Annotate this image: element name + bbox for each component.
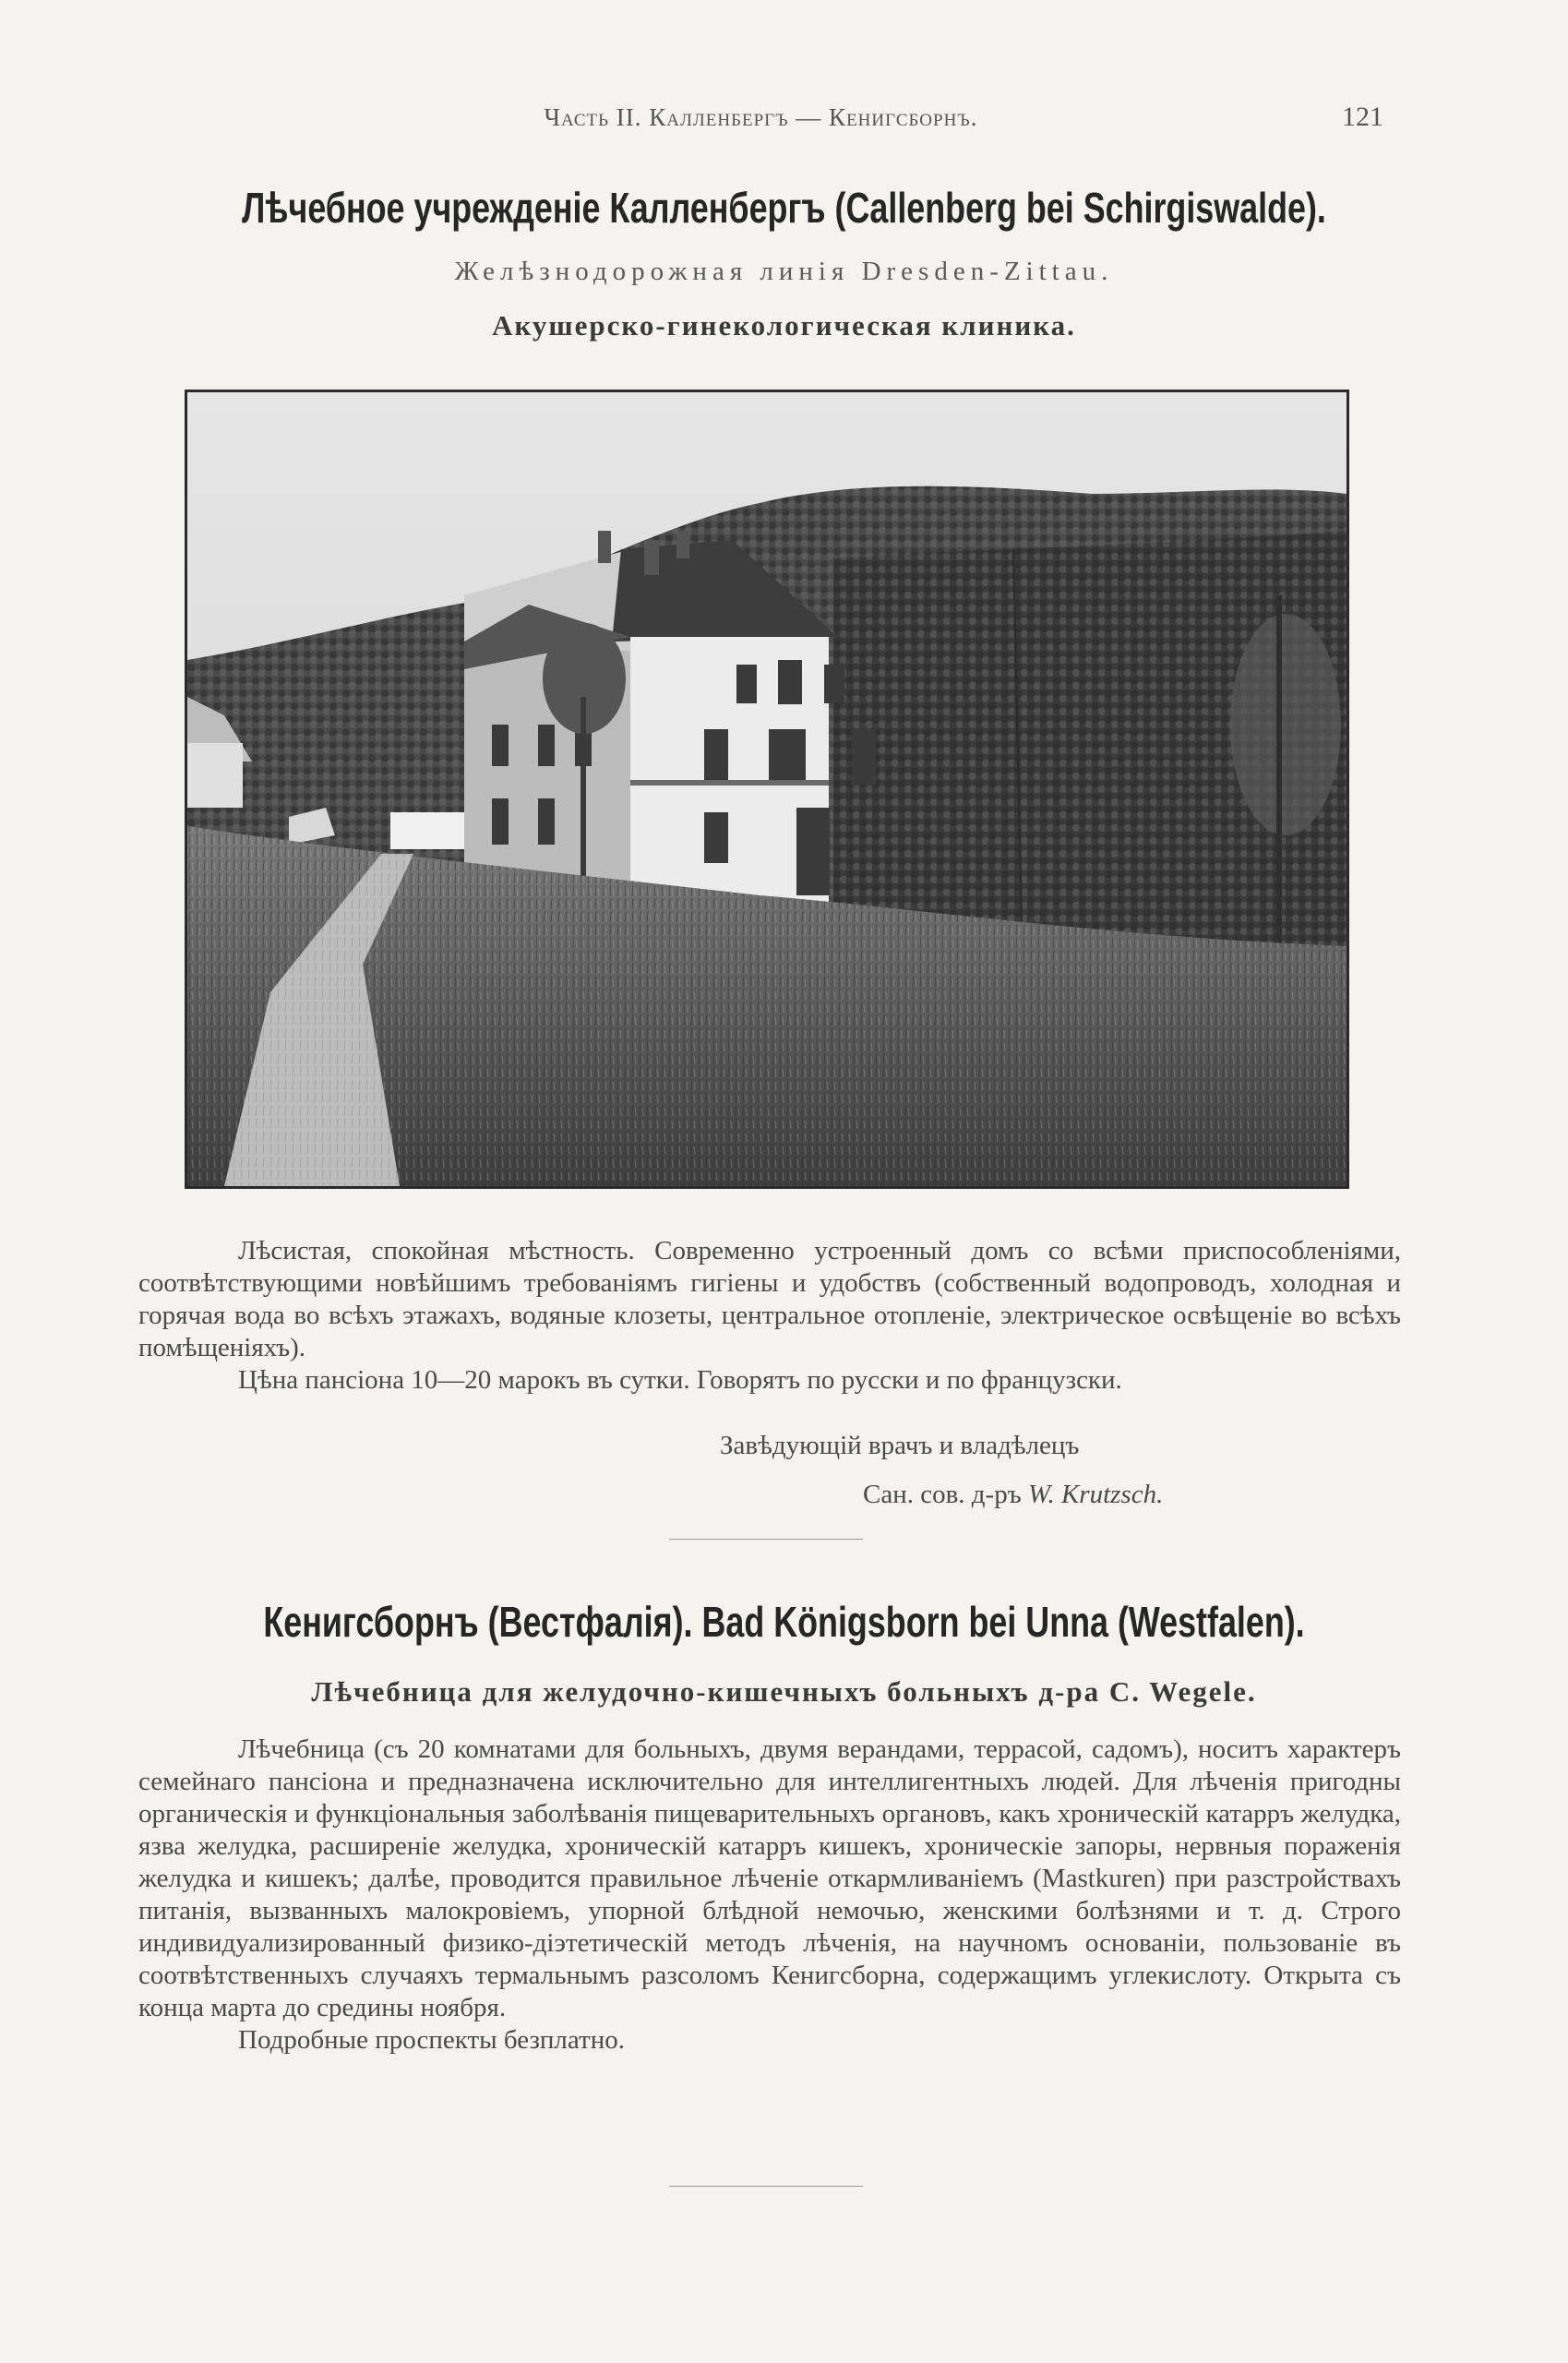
- section1-paragraph: Лѣсистая, спокойная мѣстность. Современно устроенный домъ со всѣми приспособленіями, соотвѣтствующими новѣйшимъ требованіямъ гигіены и удобствъ (собственный водопроводъ, холодная и горячая вода во всѣхъ этажахъ, водяные клозеты, центральное отопленіе, электрическое освѣщеніе во всѣхъ помѣщеніяхъ).: [138, 1236, 1401, 1362]
- sanatorium-building-photo: [185, 390, 1349, 1189]
- section-divider: [669, 1539, 863, 1540]
- signature-role: Завѣдующій врачъ и владѣлецъ: [720, 1431, 1080, 1460]
- signature: [863, 1480, 1163, 1510]
- section2-description: [138, 1733, 1401, 2057]
- section1-description: [138, 1235, 1401, 1397]
- section1-paragraph: Цѣна пансіона 10—20 марокъ въ сутки. Говорятъ по русски и по французски.: [238, 1365, 1122, 1395]
- section2-clinic-type: Лѣчебница для желудочно-кишечныхъ больныхъ д-ра C. Wegele.: [311, 1675, 1257, 1708]
- signature-prefix: Сан. сов. д-ръ: [863, 1480, 1022, 1509]
- section1-title: Лѣчебное учрежденіе Калленбергъ (Callenberg bei Schirgiswalde).: [242, 184, 1326, 232]
- section1-clinic-type: Акушерско-гинекологическая клиника.: [492, 309, 1076, 342]
- section2-title: Кенигсборнъ (Вестфалія). Bad Königsborn bei Unna (Westfalen).: [263, 1598, 1305, 1646]
- section1-railway-line: Желѣзнодорожная линія Dresden-Zittau.: [454, 257, 1114, 286]
- section2-paragraph: Лѣчебница (съ 20 комнатами для больныхъ, двумя верандами, террасой, садомъ), носитъ характеръ семейнаго пансіона и предназначена исключительно для интеллигентныхъ людей. Для лѣченія пригодны органическія и функціональныя заболѣванія пищеварительныхъ органовъ, какъ хроническій катарръ желудка, язва желудка, расширеніе желудка, хроническій катарръ кишекъ, хроническіе запоры, нервныя пораженія желудка и кишекъ; далѣе, проводится правильное лѣченіе откармливаніемъ (Mastkuren) при разстройствахъ питанія, вызванныхъ малокровіемъ, упорной блѣдной немочью, женскими болѣзнями и т. д. Строго индивидуализированный физико-діэтетическій методъ лѣченія, на научномъ основаніи, пользованіе въ соотвѣтственныхъ случаяхъ термальнымъ разсоломъ Кенигсборна, содержащимъ углекислоту. Открыта съ конца марта до средины ноября.: [138, 1734, 1401, 2022]
- running-head: [138, 103, 1383, 140]
- section2-paragraph: Подробные проспекты безплатно.: [238, 2025, 625, 2055]
- page-number: 121: [1342, 102, 1383, 132]
- signature-name: W. Krutzsch.: [1027, 1480, 1164, 1509]
- section-divider: [669, 2186, 863, 2187]
- running-title: Часть II. Калленбергъ — Кенигсборнъ.: [544, 103, 978, 131]
